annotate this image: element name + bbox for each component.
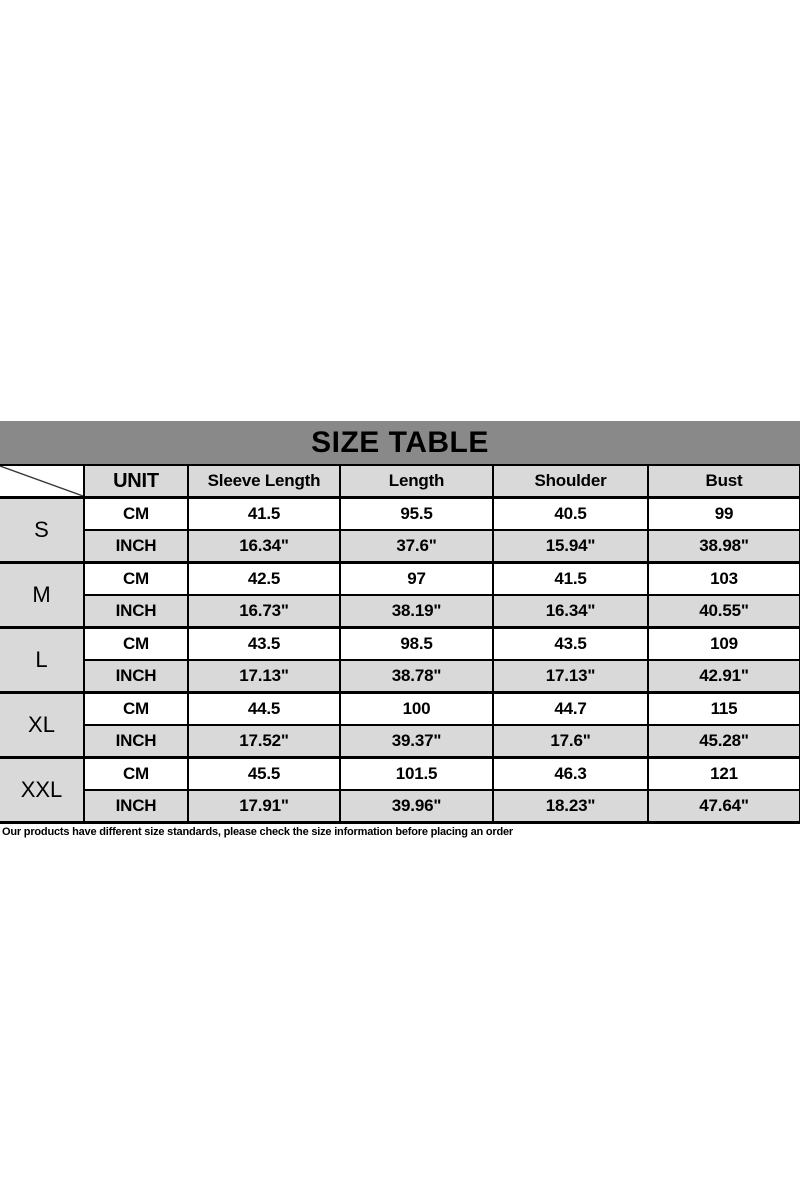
measurement-value-cm: 99 [648,498,800,531]
size-label: S [0,498,84,563]
measurement-value-cm: 103 [648,563,800,596]
size-row-cm [0,628,800,661]
measurement-value-cm: 101.5 [340,758,493,791]
size-row-cm [0,758,800,791]
size-row-inch [0,725,800,758]
size-chart [0,421,800,838]
measurement-value-inch: 16.34" [493,595,648,628]
measurement-value-cm: 46.3 [493,758,648,791]
measurement-value-inch: 39.96" [340,790,493,823]
measurement-value-cm: 115 [648,693,800,726]
col-header-shoulder: Shoulder [493,465,648,498]
measurement-value-inch: 45.28" [648,725,800,758]
measurement-value-inch: 38.19" [340,595,493,628]
diagonal-line-icon [0,466,83,496]
unit-label-inch: INCH [84,725,188,758]
header-row [0,465,800,498]
measurement-value-inch: 16.34" [188,530,340,563]
measurement-value-inch: 38.98" [648,530,800,563]
measurement-value-cm: 44.7 [493,693,648,726]
unit-label-cm: CM [84,758,188,791]
size-table-title: SIZE TABLE [311,425,489,459]
measurement-value-cm: 121 [648,758,800,791]
size-label: M [0,563,84,628]
size-label: L [0,628,84,693]
measurement-value-cm: 42.5 [188,563,340,596]
corner-cell [0,465,84,498]
measurement-value-cm: 40.5 [493,498,648,531]
measurement-value-cm: 41.5 [493,563,648,596]
measurement-value-cm: 43.5 [493,628,648,661]
measurement-value-cm: 41.5 [188,498,340,531]
measurement-value-cm: 45.5 [188,758,340,791]
unit-label-cm: CM [84,693,188,726]
unit-label-inch: INCH [84,790,188,823]
measurement-value-inch: 15.94" [493,530,648,563]
size-table [0,464,800,824]
measurement-value-cm: 43.5 [188,628,340,661]
measurement-value-cm: 100 [340,693,493,726]
measurement-value-inch: 39.37" [340,725,493,758]
unit-label-inch: INCH [84,595,188,628]
measurement-value-inch: 16.73" [188,595,340,628]
size-row-inch [0,530,800,563]
size-row-inch [0,660,800,693]
measurement-value-inch: 17.91" [188,790,340,823]
measurement-value-inch: 17.13" [188,660,340,693]
measurement-value-cm: 98.5 [340,628,493,661]
measurement-value-cm: 109 [648,628,800,661]
measurement-value-inch: 37.6" [340,530,493,563]
size-note: Our products have different size standards, please check the size information before placing an order [2,826,513,838]
size-label: XL [0,693,84,758]
measurement-value-inch: 18.23" [493,790,648,823]
size-table-body [0,498,800,823]
measurement-value-inch: 47.64" [648,790,800,823]
size-row-cm [0,563,800,596]
unit-label-inch: INCH [84,530,188,563]
measurement-value-cm: 44.5 [188,693,340,726]
size-table-title-band [0,421,800,464]
size-row-inch [0,595,800,628]
unit-label-cm: CM [84,498,188,531]
measurement-value-cm: 95.5 [340,498,493,531]
col-header-bust: Bust [648,465,800,498]
measurement-value-inch: 38.78" [340,660,493,693]
col-header-length: Length [340,465,493,498]
unit-label-cm: CM [84,628,188,661]
size-row-inch [0,790,800,823]
measurement-value-inch: 17.52" [188,725,340,758]
size-row-cm [0,498,800,531]
size-row-cm [0,693,800,726]
col-header-sleeve-length: Sleeve Length [188,465,340,498]
measurement-value-cm: 97 [340,563,493,596]
unit-label-inch: INCH [84,660,188,693]
measurement-value-inch: 40.55" [648,595,800,628]
unit-label-cm: CM [84,563,188,596]
col-header-unit: UNIT [84,465,188,498]
size-label: XXL [0,758,84,823]
measurement-value-inch: 17.6" [493,725,648,758]
measurement-value-inch: 42.91" [648,660,800,693]
measurement-value-inch: 17.13" [493,660,648,693]
